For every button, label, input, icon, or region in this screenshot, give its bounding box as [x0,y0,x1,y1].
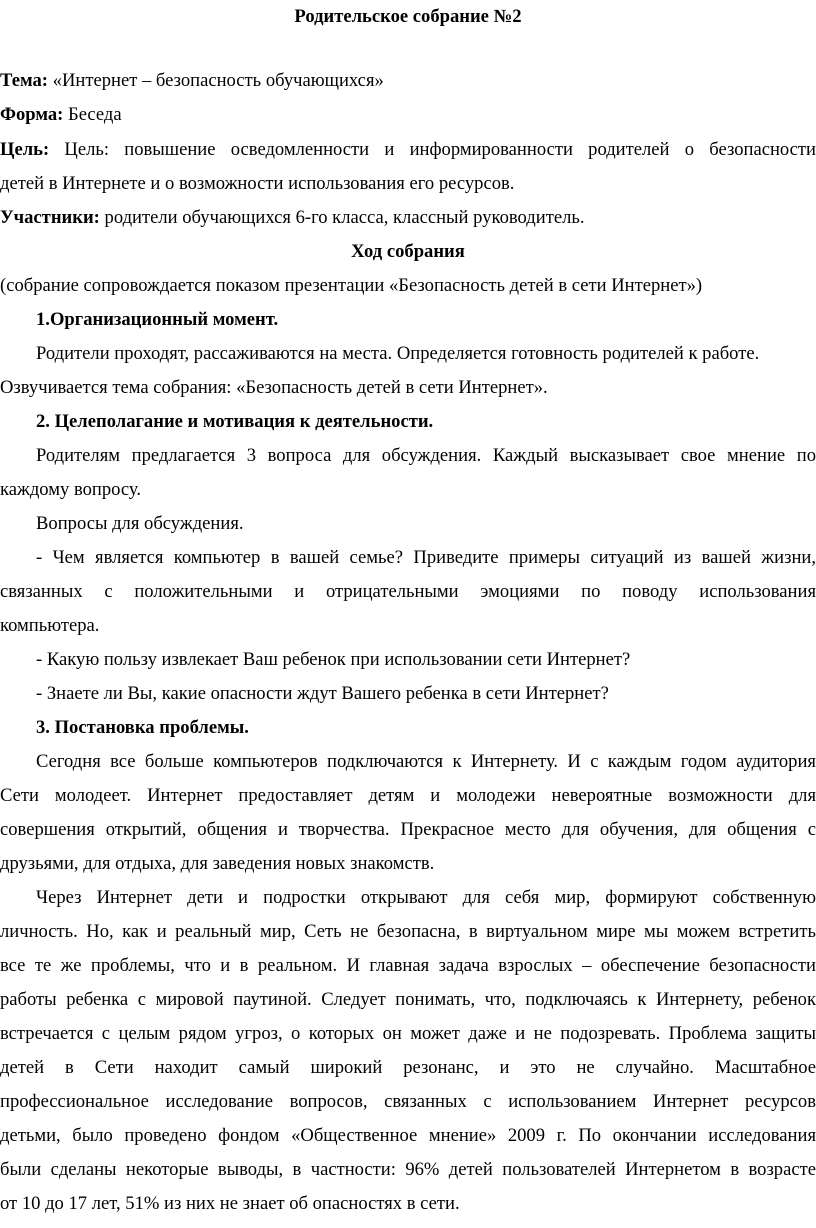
cel-value-line1: Цель: повышение осведомленности и информированности родителей о безопасности [64,139,816,160]
forma-label: Форма: [0,104,64,125]
question-2: - Какую пользу извлекает Ваш ребенок при использовании сети Интернет? [36,649,631,670]
uchastniki-label: Участники: [0,207,100,228]
p1-line1: Сегодня все больше компьютеров подключаются к Интернету. И с каждым годом аудитория [36,751,816,772]
p2-line7: профессиональное исследование вопросов, связанных с использованием Интернет ресурсов [0,1091,816,1112]
p2-line8: детьми, было проведено фондом «Общественное мнение» 2009 г. По окончании исследования [0,1125,816,1146]
questions-title: Вопросы для обсуждения. [36,513,244,534]
p1-line4: друзьями, для отдыха, для заведения новых знакомств. [0,853,435,874]
section-3-title: 3. Постановка проблемы. [36,717,249,738]
p1-line3: совершения открытий, общения и творчества. Прекрасное место для обучения, для общения с [0,819,816,840]
s2-paragraph-line2: каждому вопросу. [0,479,142,500]
p2-line3: все те же проблемы, что и в реальном. И главная задача взрослых – обеспечение безопасности [0,955,816,976]
p2-line1: Через Интернет дети и подростки открывают для себя мир, формируют собственную [36,887,816,908]
cel-row [0,138,816,162]
section-2-title: 2. Целеполагание и мотивация к деятельности. [36,411,434,432]
uchastniki-row [0,206,816,230]
uchastniki-value: родители обучающихся 6-го класса, классный руководитель. [104,207,585,228]
hod-note: (собрание сопровождается показом презентации «Безопасность детей в сети Интернет») [0,275,703,296]
cel-value-line2: детей в Интернете и о возможности использования его ресурсов. [0,173,515,194]
question-3: - Знаете ли Вы, какие опасности ждут Вашего ребенка в сети Интернет? [36,683,609,704]
hod-title: Ход собрания [351,241,465,262]
s1-paragraph-line2: Озвучивается тема собрания: «Безопасность детей в сети Интернет». [0,377,548,398]
question-1-line2: связанных с положительными и отрицательными эмоциями по поводу использования [0,581,816,602]
question-1-line3: компьютера. [0,615,100,636]
p2-line6: детей в Сети находит самый широкий резонанс, и это не случайно. Масштабное [0,1057,816,1078]
tema-value: «Интернет – безопасность обучающихся» [52,70,384,91]
tema-row [0,69,816,93]
p2-line10: от 10 до 17 лет, 51% из них не знает об опасностях в сети. [0,1193,460,1214]
p2-line5: встречается с целым рядом угроз, о которых он может даже и не подозревать. Проблема защиты [0,1023,816,1044]
cel-label: Цель: [0,139,50,160]
question-1-line1: - Чем является компьютер в вашей семье? Приведите примеры ситуаций из вашей жизни, [36,547,816,568]
section-1-title: 1.Организационный момент. [36,309,279,330]
tema-label: Тема: [0,70,48,91]
p2-line4: работы ребенка с мировой паутиной. Следует понимать, что, подключаясь к Интернету, ребенок [0,989,816,1010]
document-title: Родительское собрание №2 [294,6,522,27]
s1-paragraph-line1: Родители проходят, рассаживаются на места. Определяется готовность родителей к работе. [36,343,760,364]
p2-line2: личность. Но, как и реальный мир, Сеть не безопасна, в виртуальном мире мы можем встретить [0,921,816,942]
forma-value: Беседа [68,104,122,125]
s2-paragraph-line1: Родителям предлагается 3 вопроса для обсуждения. Каждый высказывает свое мнение по [36,445,816,466]
p2-line9: были сделаны некоторые выводы, в частности: 96% детей пользователей Интернетом в возрасте [0,1159,816,1180]
forma-row [0,103,816,127]
p1-line2: Сети молодеет. Интернет предоставляет детям и молодежи невероятные возможности для [0,785,816,806]
